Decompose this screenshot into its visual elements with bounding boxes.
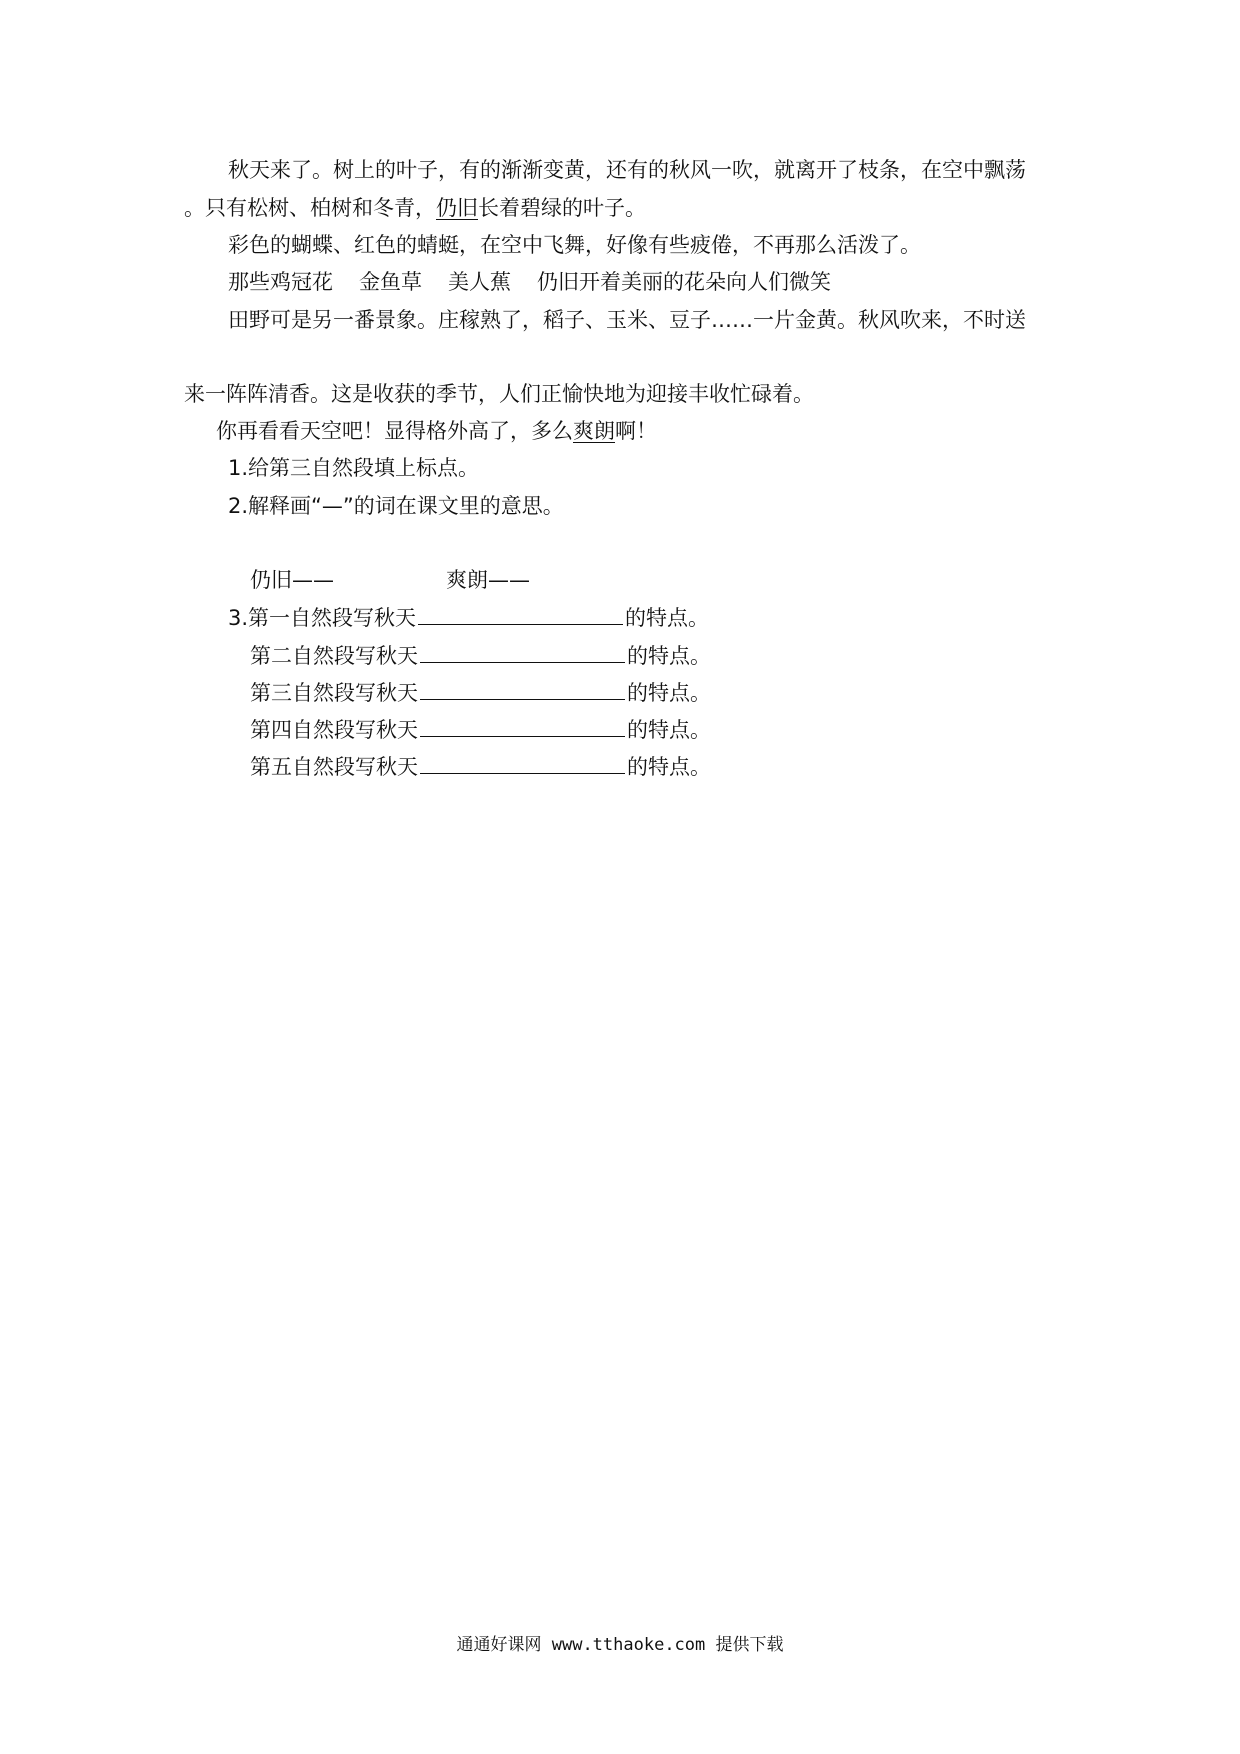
question-3-row	[228, 604, 709, 631]
paragraph-3-item: 金鱼草	[359, 270, 422, 294]
underlined-word-rengjiu: 仍旧	[436, 196, 478, 220]
paragraph-4-line-2: 来一阵阵清香。这是收获的季节，人们正愉快地为迎接丰收忙碌着。	[184, 382, 814, 406]
row-label: 第四自然段写秋天	[250, 718, 418, 742]
row-suffix: 的特点。	[627, 718, 711, 742]
question-3-row	[250, 679, 711, 706]
paragraph-5-text-after: 啊！	[615, 419, 657, 443]
row-label: 第五自然段写秋天	[250, 755, 418, 779]
paragraph-1-line-2	[184, 195, 646, 221]
row-suffix: 的特点。	[627, 681, 711, 705]
row-label: 第一自然段写秋天	[248, 606, 417, 630]
row-suffix: 的特点。	[627, 644, 711, 668]
paragraph-1-line-1: 秋天来了。树上的叶子，有的渐渐变黄，还有的秋风一吹，就离开了枝条，在空中飘荡	[228, 158, 1026, 182]
question-3-row	[250, 642, 711, 669]
row-label: 第三自然段写秋天	[250, 681, 418, 705]
row-label: 第二自然段写秋天	[250, 644, 418, 668]
answer-blank[interactable]	[420, 679, 625, 700]
question-2: 2.解释画“—”的词在课文里的意思。	[228, 494, 564, 518]
question-1: 1.给第三自然段填上标点。	[228, 456, 480, 480]
paragraph-5	[216, 418, 657, 444]
row-suffix: 的特点。	[627, 755, 711, 779]
question-3-row	[250, 753, 711, 780]
paragraph-3-item: 美人蕉	[448, 270, 511, 294]
page-footer: 通通好课网 www.tthaoke.com 提供下载	[456, 1635, 784, 1655]
paragraph-1-text-after: 长着碧绿的叶子。	[478, 196, 646, 220]
paragraph-4-line-1: 田野可是另一番景象。庄稼熟了，稻子、玉米、豆子……一片金黄。秋风吹来，不时送	[228, 308, 1026, 332]
underlined-word-shuanglang: 爽朗	[573, 419, 615, 443]
answer-blank[interactable]	[420, 753, 625, 774]
q2-term-rengjiu: 仍旧——	[250, 568, 334, 592]
question-3-number: 3.	[228, 606, 249, 630]
paragraph-3	[228, 269, 831, 295]
question-3-row	[250, 716, 711, 743]
answer-blank[interactable]	[420, 716, 625, 737]
row-suffix: 的特点。	[625, 606, 710, 630]
paragraph-5-text-before: 你再看看天空吧！显得格外高了，多么	[216, 419, 573, 443]
paragraph-1-text-before: 。只有松树、柏树和冬青，	[184, 196, 436, 220]
q2-term-shuanglang: 爽朗——	[446, 568, 530, 592]
paragraph-3-item: 那些鸡冠花	[228, 270, 333, 294]
answer-blank[interactable]	[420, 642, 625, 663]
answer-blank[interactable]	[418, 604, 623, 625]
paragraph-3-item: 仍旧开着美丽的花朵向人们微笑	[537, 270, 831, 294]
paragraph-2: 彩色的蝴蝶、红色的蜻蜓，在空中飞舞，好像有些疲倦，不再那么活泼了。	[228, 233, 921, 257]
